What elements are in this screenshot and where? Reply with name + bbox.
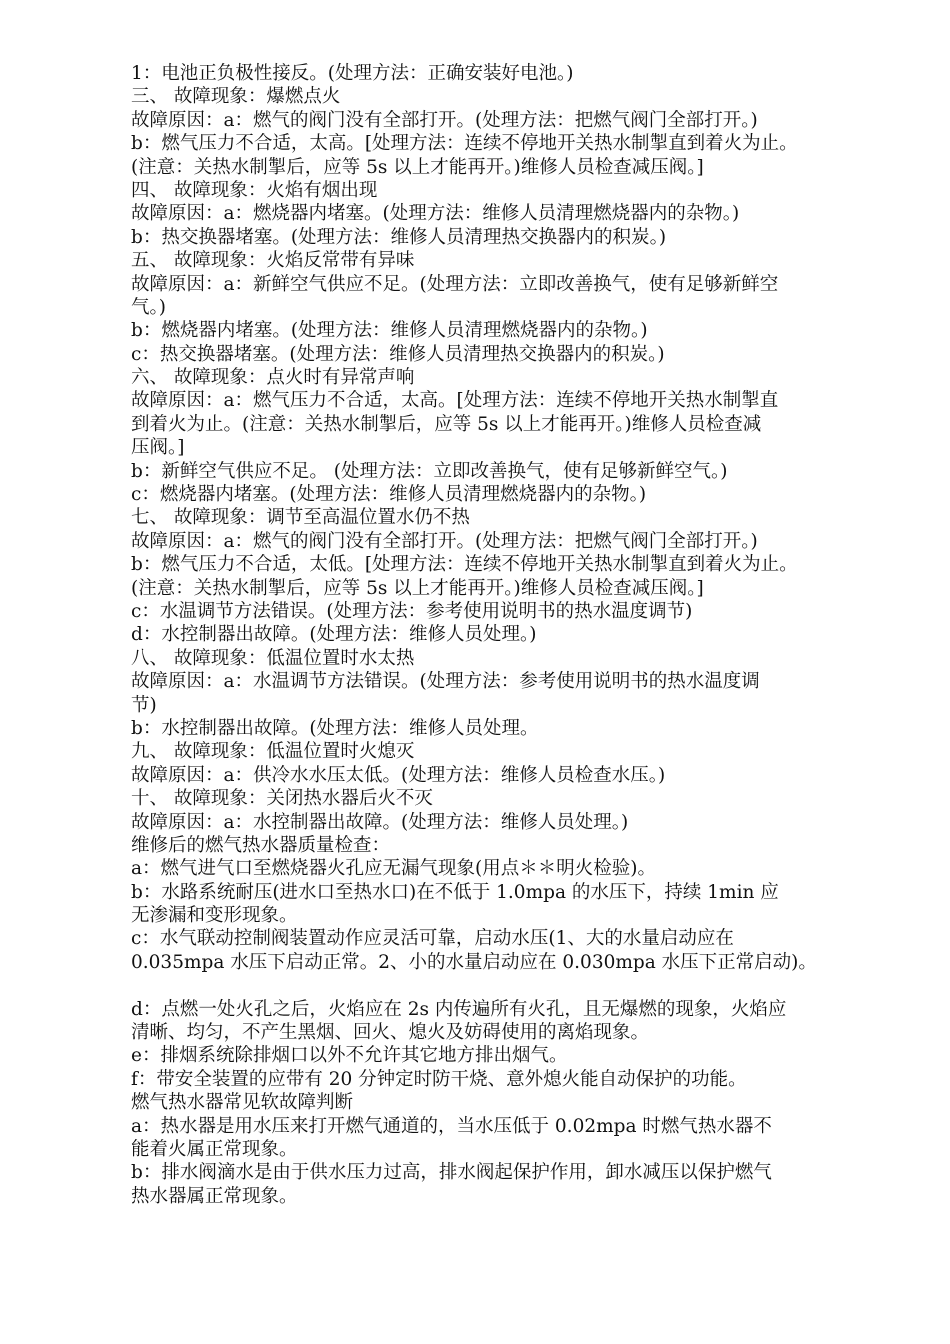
section-heading: 七、 故障现象：调节至高温位置水仍不热	[131, 507, 470, 529]
text-line: 热水器属正常现象。	[131, 1185, 298, 1207]
text-line: 气。)	[131, 296, 166, 318]
text-line: 故障原因：a：新鲜空气供应不足。(处理方法：立即改善换气，使有足够新鲜空	[131, 273, 779, 295]
text-line: d：点燃一处火孔之后，火焰应在 2s 内传遍所有火孔，且无爆燃的现象，火焰应	[131, 998, 787, 1020]
text-line: 故障原因：a：燃气的阀门没有全部打开。(处理方法：把燃气阀门全部打开。)	[131, 109, 758, 131]
blank-line	[131, 974, 891, 997]
text-line: c：燃烧器内堵塞。(处理方法：维修人员清理燃烧器内的杂物。)	[131, 484, 647, 506]
text-line: b：热交换器堵塞。(处理方法：维修人员清理热交换器内的积炭。)	[131, 226, 667, 248]
text-line: c：热交换器堵塞。(处理方法：维修人员清理热交换器内的积炭。)	[131, 343, 665, 365]
text-line: c：水温调节方法错误。(处理方法：参考使用说明书的热水温度调节)	[131, 600, 693, 622]
text-line: b：排水阀滴水是由于供水压力过高，排水阀起保护作用，卸水减压以保护燃气	[131, 1162, 772, 1184]
text-line: 清晰、均匀，不产生黑烟、回火、熄火及妨碍使用的离焰现象。	[131, 1022, 650, 1044]
text-line: f：带安全装置的应带有 20 分钟定时防干烧、意外熄火能自动保护的功能。	[131, 1068, 747, 1090]
document-page	[131, 62, 891, 1208]
text-line: 压阀。]	[131, 437, 185, 459]
text-line: 到着火为止。(注意：关热水制掣后，应等 5s 以上才能再开。)维修人员检查减	[131, 413, 762, 435]
section-heading: 三、 故障现象：爆燃点火	[131, 86, 341, 108]
text-line: c：水气联动控制阀装置动作应灵活可靠，启动水压(1、大的水量启动应在	[131, 928, 734, 950]
section-heading: 六、 故障现象：点火时有异常声响	[131, 367, 415, 389]
text-line: b：水控制器出故障。(处理方法：维修人员处理。	[131, 717, 539, 739]
text-line: 故障原因：a：供冷水水压太低。(处理方法：维修人员检查水压。)	[131, 764, 666, 786]
text-line: (注意：关热水制掣后，应等 5s 以上才能再开。)维修人员检查减压阀。]	[131, 577, 704, 599]
section-heading: 九、 故障现象：低温位置时火熄灭	[131, 741, 415, 763]
text-line: 故障原因：a：燃烧器内堵塞。(处理方法：维修人员清理燃烧器内的杂物。)	[131, 203, 740, 225]
text-line: 0.035mpa 水压下启动正常。2、小的水量启动应在 0.030mpa 水压下正常启动)。	[131, 951, 817, 973]
text-line: 节)	[131, 694, 157, 716]
subsection-heading: 维修后的燃气热水器质量检查：	[131, 834, 391, 856]
text-line: b：新鲜空气供应不足。 (处理方法：立即改善换气，使有足够新鲜空气。)	[131, 460, 728, 482]
text-line: b：燃气压力不合适，太低。[处理方法：连续不停地开关热水制掣直到着火为止。	[131, 554, 798, 576]
text-line: e：排烟系统除排烟口以外不允许其它地方排出烟气。	[131, 1045, 568, 1067]
text-line: a：燃气进气口至燃烧器火孔应无漏气现象(用点＊＊明火检验)。	[131, 858, 656, 880]
text-line: 故障原因：a：水控制器出故障。(处理方法：维修人员处理。)	[131, 811, 629, 833]
subsection-heading: 燃气热水器常见软故障判断	[131, 1092, 354, 1114]
text-line: 无渗漏和变形现象。	[131, 905, 298, 927]
text-line: b：燃气压力不合适，太高。[处理方法：连续不停地开关热水制掣直到着火为止。	[131, 133, 798, 155]
section-heading: 十、 故障现象：关闭热水器后火不灭	[131, 788, 433, 810]
section-heading: 五、 故障现象：火焰反常带有异味	[131, 250, 415, 272]
text-line: b：燃烧器内堵塞。(处理方法：维修人员清理燃烧器内的杂物。)	[131, 320, 648, 342]
text-line: d：水控制器出故障。(处理方法：维修人员处理。)	[131, 624, 537, 646]
text-line: 故障原因：a：燃气压力不合适，太高。[处理方法：连续不停地开关热水制掣直	[131, 390, 779, 412]
text-line: b：水路系统耐压(进水口至热水口)在不低于 1.0mpa 的水压下，持续 1min 应	[131, 881, 779, 903]
text-line: (注意：关热水制掣后，应等 5s 以上才能再开。)维修人员检查减压阀。]	[131, 156, 704, 178]
text-line: a：热水器是用水压来打开燃气通道的，当水压低于 0.02mpa 时燃气热水器不	[131, 1115, 772, 1137]
text-line: 能着火属正常现象。	[131, 1138, 298, 1160]
section-heading: 四、 故障现象：火焰有烟出现	[131, 179, 378, 201]
text-line: 1：电池正负极性接反。(处理方法：正确安装好电池。)	[131, 63, 574, 84]
section-heading: 八、 故障现象：低温位置时水太热	[131, 647, 415, 669]
text-line: 故障原因：a：燃气的阀门没有全部打开。(处理方法：把燃气阀门全部打开。)	[131, 530, 758, 552]
text-line: 故障原因：a：水温调节方法错误。(处理方法：参考使用说明书的热水温度调	[131, 671, 760, 693]
